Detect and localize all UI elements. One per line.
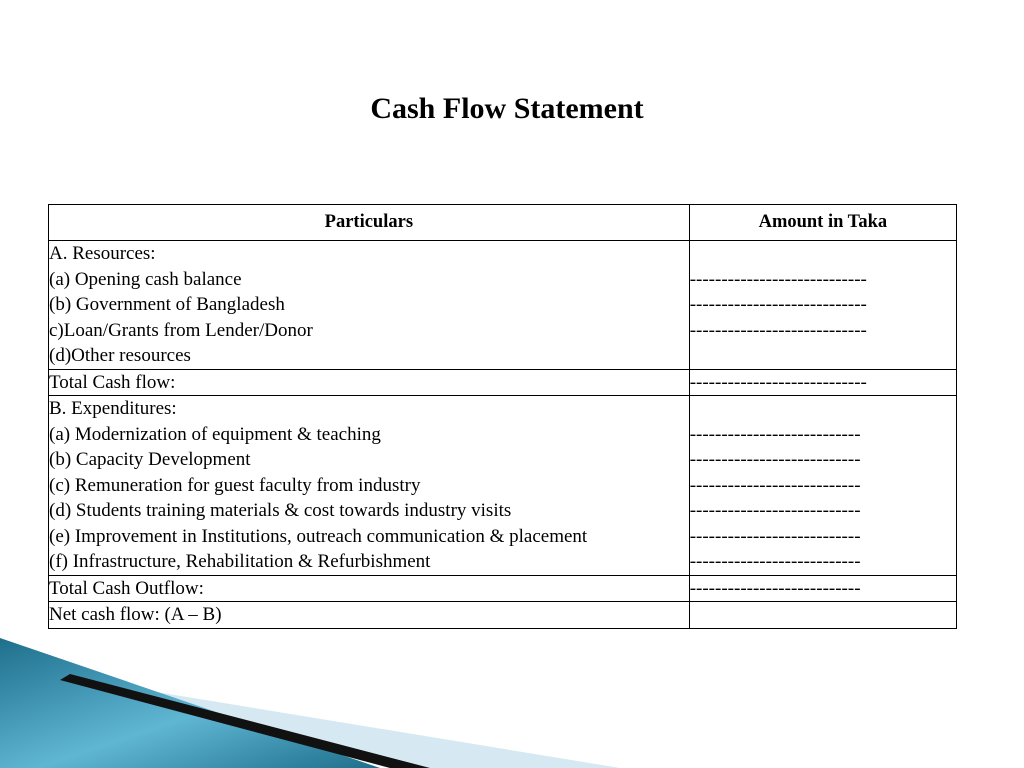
resource-amount: ----------------------------	[689, 319, 867, 341]
resource-item: (d)Other resources	[49, 345, 191, 366]
expenditures-heading: B. Expenditures:	[49, 398, 177, 419]
expenditure-amount: ---------------------------	[689, 551, 861, 572]
total-cash-flow-amount: ----------------------------	[689, 369, 956, 396]
table-header-row	[49, 205, 957, 241]
expenditure-amount: ---------------------------	[689, 525, 861, 547]
header-amount: Amount in Taka	[689, 205, 956, 241]
expenditure-item: (e) Improvement in Institutions, outreach communication & placement	[49, 525, 588, 547]
expenditures-particulars-cell	[49, 396, 690, 576]
resources-heading: A. Resources:	[49, 243, 156, 264]
resources-row	[49, 241, 957, 370]
resource-amount: ----------------------------	[689, 294, 867, 315]
net-cash-flow-row	[49, 602, 957, 629]
resource-amount: ----------------------------	[689, 268, 867, 290]
resource-item: c)Loan/Grants from Lender/Donor	[49, 319, 313, 341]
expenditure-amount: ---------------------------	[689, 500, 861, 521]
resources-particulars-cell	[49, 241, 690, 370]
expenditure-item: (d) Students training materials & cost towards industry visits	[49, 500, 512, 521]
total-cash-flow-label: Total Cash flow:	[49, 369, 690, 396]
page-title: Cash Flow Statement	[370, 92, 644, 125]
resource-item: (b) Government of Bangladesh	[49, 294, 285, 315]
decor-teal-band	[0, 638, 380, 768]
header-particulars: Particulars	[49, 205, 690, 241]
net-cash-flow-label: Net cash flow: (A – B)	[49, 602, 690, 629]
expenditure-item: (f) Infrastructure, Rehabilitation & Refurbishment	[49, 551, 431, 572]
expenditure-amount: ---------------------------	[689, 423, 861, 445]
total-cash-flow-row	[49, 369, 957, 396]
expenditure-item: (b) Capacity Development	[49, 449, 251, 470]
expenditure-amount: ---------------------------	[689, 449, 861, 470]
resource-item: (a) Opening cash balance	[49, 268, 242, 290]
expenditure-item: (a) Modernization of equipment & teaching	[49, 423, 381, 445]
total-cash-outflow-amount: ---------------------------	[689, 575, 956, 602]
expenditures-amount-cell	[689, 396, 956, 576]
net-cash-flow-amount	[689, 602, 956, 629]
expenditure-item: (c) Remuneration for guest faculty from industry	[49, 474, 421, 496]
total-cash-outflow-row	[49, 575, 957, 602]
resources-amount-cell	[689, 241, 956, 370]
decorative-corner-swoosh	[0, 638, 620, 768]
expenditure-amount: ---------------------------	[689, 474, 861, 496]
total-cash-outflow-label: Total Cash Outflow:	[49, 575, 690, 602]
decor-black-stripe	[60, 674, 430, 768]
cash-flow-table	[48, 204, 957, 629]
decor-pale-band	[60, 678, 620, 768]
expenditures-row	[49, 396, 957, 576]
